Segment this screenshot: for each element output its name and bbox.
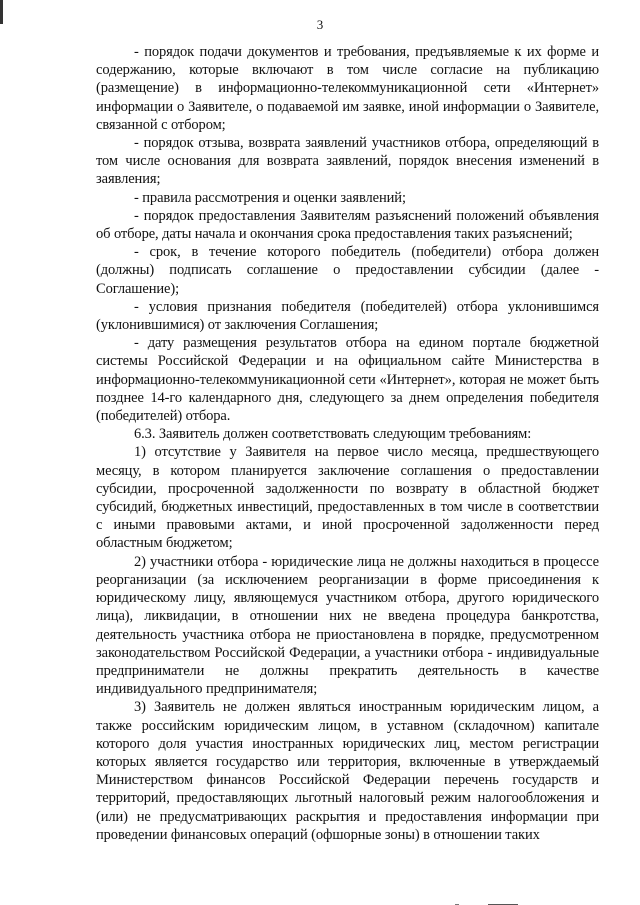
paragraph-evasion-conditions: - условия признания победителя (победителей) отбора уклонившимся (уклонившимися) от заключения Соглашения;: [96, 298, 599, 334]
paragraph-requirement-2: 2) участники отбора - юридические лица не должны находиться в процессе реорганизации (за исключением реорганизации в форме присоединения к юридическому лицу, являющемуся участником отбора, другого юридического лица), ликвидации, в отношении них не введена процедура банкротства, деятельность участника отбора не приостановлена в порядке, предусмотренном законодательством Российской Федерации, а участники отбора - индивидуальные предприниматели не должны прекратить деятельность в качестве индивидуального предпринимателя;: [96, 553, 599, 698]
paragraph-clarifications: - порядок предоставления Заявителям разъяснений положений объявления об отборе, даты начала и окончания срока предоставления таких разъяснений;: [96, 207, 599, 243]
paragraph-results-publication: - дату размещения результатов отбора на едином портале бюджетной системы Российской Федерации и на официальном сайте Министерства в информационно-телекоммуникационной сети «Интернет», которая не может быть позднее 14-го календарного дня, следующего за днем определения победителя (победителей) отбора.: [96, 335, 599, 425]
paragraph-section-6-3: 6.3. Заявитель должен соответствовать следующим требованиям:: [134, 426, 532, 443]
paragraph-requirement-1: 1) отсутствие у Заявителя на первое число месяца, предшествующего месяцу, в котором планируется заключение соглашения о предоставлении субсидии, просроченной задолженности по возврату в областной бюджет субсидий, бюджетных инвестиций, предоставленных в том числе в соответствии с иными правовыми актами, и иной просроченной задолженности перед областным бюджетом;: [96, 444, 599, 552]
paragraph-requirement-3: 3) Заявитель не должен являться иностранным юридическим лицом, а также российским юридическим лицом, в уставном (складочном) капитале которого доля участия иностранных юридических лиц, местом регистрации которых является государство или территория, включенные в утверждаемый Министерством финансов Российской Федерации перечень государств и территорий, предоставляющих льготный налоговый режим налогообложения и (или) не предусматривающих раскрытия и предоставления информации при проведении финансовых операций (офшорные зоны) в отношении таких: [96, 699, 599, 843]
paragraph-submission-order: - порядок подачи документов и требования, предъявляемые к их форме и содержанию, которые включают в том числе согласие на публикацию (размещение) в информационно-телекоммуникационной сети «Интернет» информации о Заявителе, о подаваемой им заявке, иной информации о Заявителе, связанной с отбором;: [96, 44, 599, 133]
paragraph-signing-deadline: - срок, в течение которого победитель (победители) отбора должен (должны) подписать соглашение о предоставлении субсидии (далее - Соглашение);: [96, 244, 599, 297]
page-number: 3: [316, 17, 324, 32]
paragraph-withdrawal-order: - порядок отзыва, возврата заявлений участников отбора, определяющий в том числе основания для возврата заявлений, порядок внесения изменений в заявления;: [96, 135, 599, 188]
paragraph-review-rules: - правила рассмотрения и оценки заявлений;: [134, 189, 406, 206]
document-body: [96, 43, 599, 844]
